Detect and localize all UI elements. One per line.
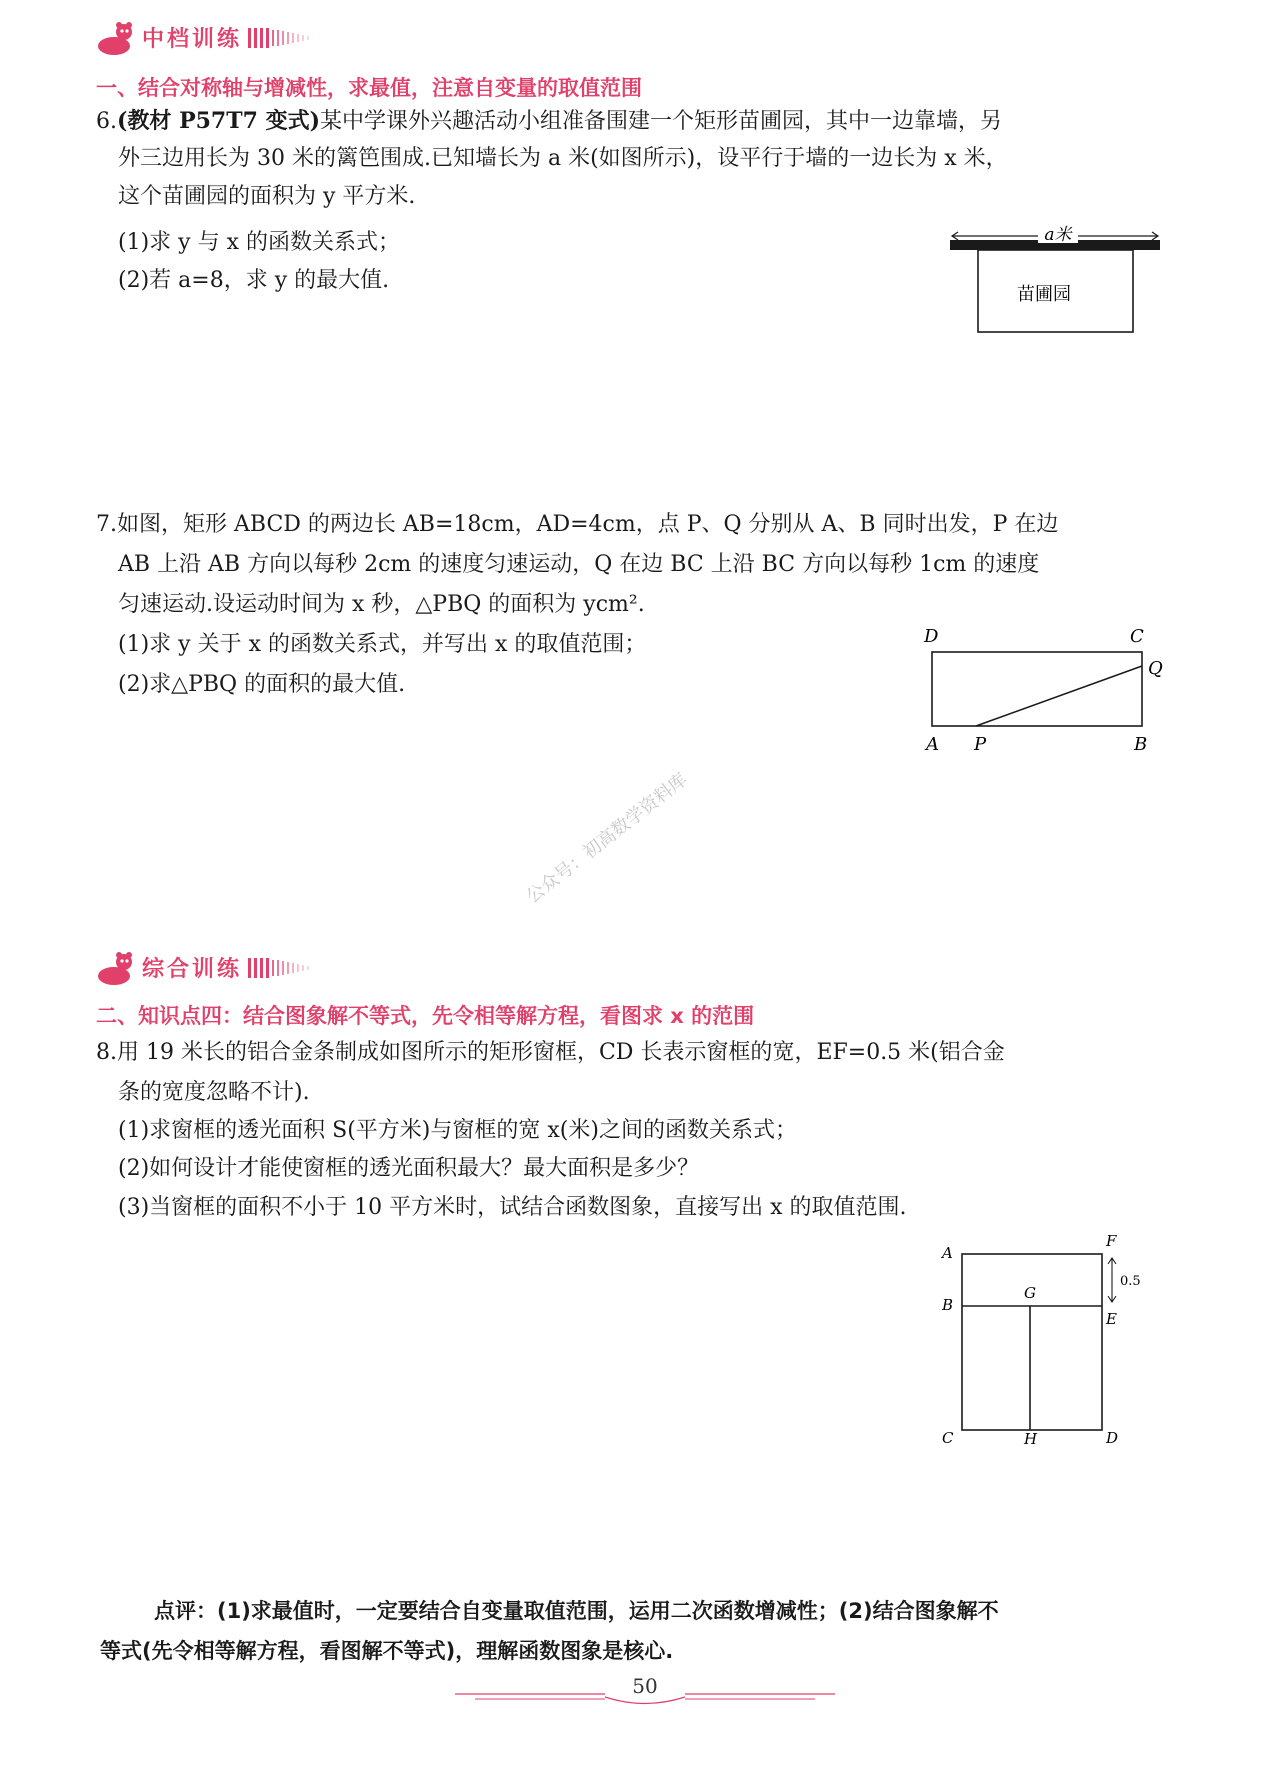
- label-f: F: [1106, 1232, 1117, 1250]
- q8-sub1: (1)求窗框的透光面积 S(平方米)与窗框的宽 x(米)之间的函数关系式；: [118, 1118, 797, 1143]
- q8-line1: 8.用 19 米长的铝合金条制成如图所示的矩形窗框，CD 长表示窗框的宽，EF=0.5 米(铝合金: [96, 1040, 1005, 1065]
- garden-label: 苗圃园: [1017, 284, 1071, 305]
- q7-figure: [920, 620, 1180, 760]
- q8-sub3: (3)当窗框的面积不小于 10 平方米时，试结合函数图象，直接写出 x 的取值范围.: [118, 1195, 907, 1220]
- q6-line3: 这个苗圃园的面积为 y 平方米.: [118, 184, 416, 209]
- label-d: D: [924, 626, 939, 647]
- q6-sub2: (2)若 a=8，求 y 的最大值.: [118, 268, 390, 293]
- label-c: C: [942, 1429, 954, 1447]
- banner-dots-decoration: [246, 26, 318, 50]
- banner-intermediate-training: [96, 20, 356, 60]
- dimension-label: 0.5: [1120, 1274, 1141, 1289]
- label-b: B: [1134, 734, 1148, 755]
- label-g: G: [1024, 1284, 1036, 1302]
- q6-line1: [96, 106, 1002, 137]
- label-h: H: [1024, 1430, 1038, 1448]
- window-frame: [962, 1254, 1102, 1430]
- mascot-logo-icon: [96, 22, 138, 56]
- q6-number: 6.: [96, 109, 117, 134]
- label-q: Q: [1148, 658, 1163, 679]
- q8-figure: [930, 1230, 1160, 1450]
- q7-line3: 匀速运动.设运动时间为 x 秒，△PBQ 的面积为 ycm².: [118, 592, 645, 617]
- q6-line2: 外三边用长为 30 米的篱笆围成.已知墙长为 a 米(如图所示)，设平行于墙的一边长为 x 米，: [118, 146, 1008, 171]
- label-b: B: [942, 1296, 954, 1314]
- page-number: 50: [632, 1674, 658, 1698]
- label-c: C: [1130, 626, 1144, 647]
- section-heading-2: 二、知识点四：结合图象解不等式，先令相等解方程，看图求 x 的范围: [96, 1004, 755, 1028]
- q6-source: (教材 P57T7 变式): [117, 108, 320, 134]
- q6-sub1: (1)求 y 与 x 的函数关系式；: [118, 230, 400, 255]
- rect-abcd: [932, 652, 1142, 726]
- banner-comprehensive-training: [96, 950, 356, 990]
- label-p: P: [974, 734, 987, 755]
- banner-title: 中档训练: [142, 27, 243, 52]
- q7-line1: 7.如图，矩形 ABCD 的两边长 AB=18cm，AD=4cm，点 P、Q 分别从 A、B 同时出发，P 在边: [96, 512, 1059, 537]
- q6-line1-text: 某中学课外兴趣活动小组准备围建一个矩形苗圃园，其中一边靠墙，另: [319, 109, 1002, 134]
- q7-sub2: (2)求△PBQ 的面积的最大值.: [118, 672, 406, 697]
- banner-dots-decoration: [246, 956, 318, 980]
- q8-sub2: (2)如何设计才能使窗框的透光面积最大？最大面积是多少？: [118, 1156, 700, 1181]
- section-heading-1: 一、结合对称轴与增减性，求最值，注意自变量的取值范围: [96, 76, 642, 100]
- q6-figure: [940, 220, 1170, 340]
- wall-label: a米: [1044, 225, 1072, 245]
- comment-line1: 点评：(1)求最值时，一定要结合自变量取值范围，运用二次函数增减性；(2)结合图象解不: [154, 1599, 999, 1623]
- label-e: E: [1106, 1310, 1117, 1328]
- segment-pq: [976, 666, 1142, 726]
- mascot-logo-icon: [96, 952, 138, 986]
- q8-line2: 条的宽度忽略不计).: [118, 1080, 310, 1105]
- q7-line2: AB 上沿 AB 方向以每秒 2cm 的速度匀速运动，Q 在边 BC 上沿 BC 方向以每秒 1cm 的速度: [118, 552, 1040, 577]
- q7-sub1: (1)求 y 关于 x 的函数关系式，并写出 x 的取值范围；: [118, 632, 647, 657]
- comment-line2: 等式(先令相等解方程，看图解不等式)，理解函数图象是核心.: [100, 1639, 674, 1663]
- label-a: A: [926, 734, 939, 755]
- banner-title: 综合训练: [142, 957, 243, 982]
- label-a: A: [942, 1244, 953, 1262]
- label-d: D: [1106, 1429, 1119, 1447]
- watermark-text: 公众号：初高数学资料库: [522, 769, 692, 908]
